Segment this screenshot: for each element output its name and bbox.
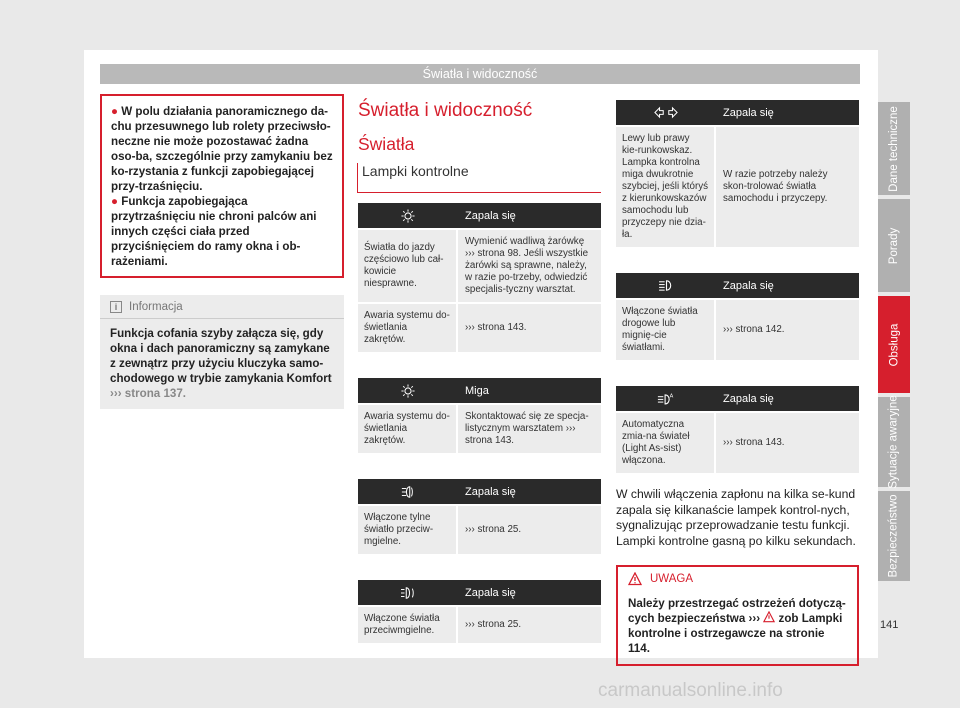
page-ref-link[interactable]: ››› strona 137. — [110, 387, 187, 400]
indicator-table — [616, 273, 859, 360]
table-cell-cause: Światła do jazdy częściowo lub cał-kowicie niesprawne. — [358, 230, 458, 302]
watermark: carmanualsonline.info — [598, 680, 783, 701]
table-row — [358, 504, 601, 554]
table-spacer — [616, 247, 859, 263]
chapter-tab[interactable] — [878, 199, 910, 292]
table-header-row — [358, 378, 601, 403]
table-row — [616, 298, 859, 360]
table-cell-action: Wymienić wadliwą żarówkę ››› strona 98. Jeśli wszystkie żarówki są sprawne, należy, w razie po-trzeby, odwiedzić specjalis-tyczny warsztat. — [465, 236, 589, 295]
table-header-label: Zapala się — [465, 485, 516, 498]
bullet-icon: ● — [111, 105, 119, 118]
table-header-row — [616, 386, 859, 411]
table-header-label: Miga — [465, 384, 489, 397]
rear-fog-icon — [358, 479, 458, 504]
warning-item: ● Funkcja zapobiegająca przytrzaśnięciu nie chroni palców ani innych części ciała przed przyciśnięciem do ramy okna i ob-rażeniami. — [111, 195, 317, 268]
warning-triangle-icon — [628, 572, 642, 586]
table-cell-cause: Lewy lub prawy kie-runkowskaz. Lampka kontrolna miga dwukrotnie szybciej, jeśli któryś z kierunkowskazów samochodu lub przyczepy nie dzia-ła. — [616, 127, 716, 247]
indicator-table — [358, 203, 601, 352]
table-cell-cause: Włączone światła przeciwmgielne. — [358, 607, 458, 643]
table-cell-cause: Awaria systemu do-świetlania zakrętów. — [358, 405, 458, 453]
chapter-tab[interactable] — [878, 102, 910, 195]
chapter-tab[interactable] — [878, 296, 910, 393]
section-subtitle: Światła — [358, 134, 415, 154]
table-spacer — [358, 453, 601, 469]
table-cell-action: ››› strona 25. — [465, 524, 522, 535]
table-cell-action: ››› strona 25. — [465, 619, 522, 630]
table-row — [616, 125, 859, 247]
chapter-tab[interactable] — [878, 397, 910, 487]
chapter-tab-label: Dane techniczne — [888, 105, 901, 192]
table-cell-cause: Awaria systemu do-świetlania zakrętów. — [358, 304, 458, 352]
chapter-tab-label: Sytuacje awaryjne — [888, 395, 901, 489]
table-cell-action: Skontaktować się ze specja-listycznym warsztatem ››› strona 143. — [465, 411, 589, 446]
indicator-tables-right — [616, 100, 859, 473]
warning-triangle-icon — [763, 611, 775, 623]
info-header — [100, 295, 344, 319]
caution-box — [616, 565, 859, 666]
right-column — [616, 100, 859, 666]
indicator-table — [358, 378, 601, 453]
page-header: Światła i widoczność — [100, 64, 860, 84]
warning-item: ● W polu działania panoramicznego da-chu przesuwnego lub rolety przeciwsło-neczne nie może pozostawać żadna oso-ba, szczególnie przy zamykaniu bez ko-rzystania z funkcji zapobiegającej przy-trzaśnięciu. — [111, 105, 333, 193]
info-body: Funkcja cofania szyby załącza się, gdy okna i dach panoramiczny są zamykane z zewnątrz przy użyciu kluczyka samo-chodowego w trybie zamykania Komfort ››› strona 137. — [110, 327, 332, 400]
table-row — [358, 302, 601, 352]
table-spacer — [616, 360, 859, 376]
table-spacer — [358, 554, 601, 570]
table-cell-action: ››› strona 143. — [465, 322, 527, 333]
light-assist-icon — [616, 386, 716, 411]
info-icon: i — [110, 301, 122, 313]
table-header-label: Zapala się — [723, 106, 774, 119]
chapter-tabs — [878, 102, 910, 585]
turn-signal-icon — [616, 100, 716, 125]
table-header-label: Zapala się — [723, 392, 774, 405]
info-box — [100, 295, 344, 409]
table-header-row — [616, 273, 859, 298]
table-row — [358, 605, 601, 643]
caution-title: UWAGA — [650, 573, 694, 585]
table-header-label: Zapala się — [465, 586, 516, 599]
table-cell-cause: Włączone tylne światło przeciw-mgielne. — [358, 506, 458, 554]
chapter-tab-label: Obsługa — [888, 323, 900, 366]
indicator-table — [358, 479, 601, 554]
table-cell-action: ››› strona 142. — [723, 324, 785, 335]
section-title: Światła i widoczność — [358, 100, 533, 121]
page-number: 141 — [880, 619, 899, 631]
page-ref-link[interactable]: zob Lampki kontrolne i ostrzegawcze na stronie 114. — [628, 612, 843, 655]
warning-box — [100, 94, 344, 278]
indicator-tables-left — [358, 203, 601, 643]
middle-column — [358, 100, 601, 643]
table-row — [358, 403, 601, 453]
front-fog-icon — [358, 580, 458, 605]
table-row — [358, 228, 601, 302]
table-header-label: Zapala się — [465, 209, 516, 222]
chapter-tab-label: Porady — [888, 227, 900, 264]
chapter-tab-label: Bezpieczeństwo — [888, 494, 901, 578]
chapter-tab[interactable] — [878, 491, 910, 581]
caution-body: Należy przestrzegać ostrzeżeń dotyczą-cych bezpieczeństwa ››› zob Lampki kontrolne i ostrzegawcze na stronie 114. — [628, 597, 846, 655]
body-paragraph: W chwili włączenia zapłonu na kilka se-kund zapala się kilkanaście lampek kontrol-nych, sygnalizując przeprowadzanie testu funkcji. Lampki kontrolne gasną po kilku sekundach. — [616, 487, 856, 548]
table-header-row — [358, 479, 601, 504]
table-header-label: Zapala się — [723, 279, 774, 292]
bulb-fault-icon — [358, 203, 458, 228]
table-cell-cause: Włączone światła drogowe lub mignię-cie światłami. — [616, 300, 716, 360]
indicator-table — [616, 100, 859, 247]
info-title: Informacja — [129, 300, 183, 313]
indicator-table — [358, 580, 601, 643]
subsection-title: Lampki kontrolne — [357, 163, 601, 193]
table-header-row — [358, 203, 601, 228]
bulb-fault-icon — [358, 378, 458, 403]
indicator-table — [616, 386, 859, 473]
table-cell-action: W razie potrzeby należy skon-trolować światła samochodu i przyczepy. — [723, 169, 828, 204]
table-cell-cause: Automatyczna zmia-na świateł (Light As-sist) włączona. — [616, 413, 716, 473]
left-column — [100, 94, 344, 409]
bullet-icon: ● — [111, 195, 119, 208]
table-row — [616, 411, 859, 473]
high-beam-icon — [616, 273, 716, 298]
table-cell-action: ››› strona 143. — [723, 437, 785, 448]
svg-text:A: A — [669, 393, 674, 400]
caution-header — [618, 567, 857, 591]
table-header-row — [616, 100, 859, 125]
table-spacer — [358, 352, 601, 368]
table-header-row — [358, 580, 601, 605]
